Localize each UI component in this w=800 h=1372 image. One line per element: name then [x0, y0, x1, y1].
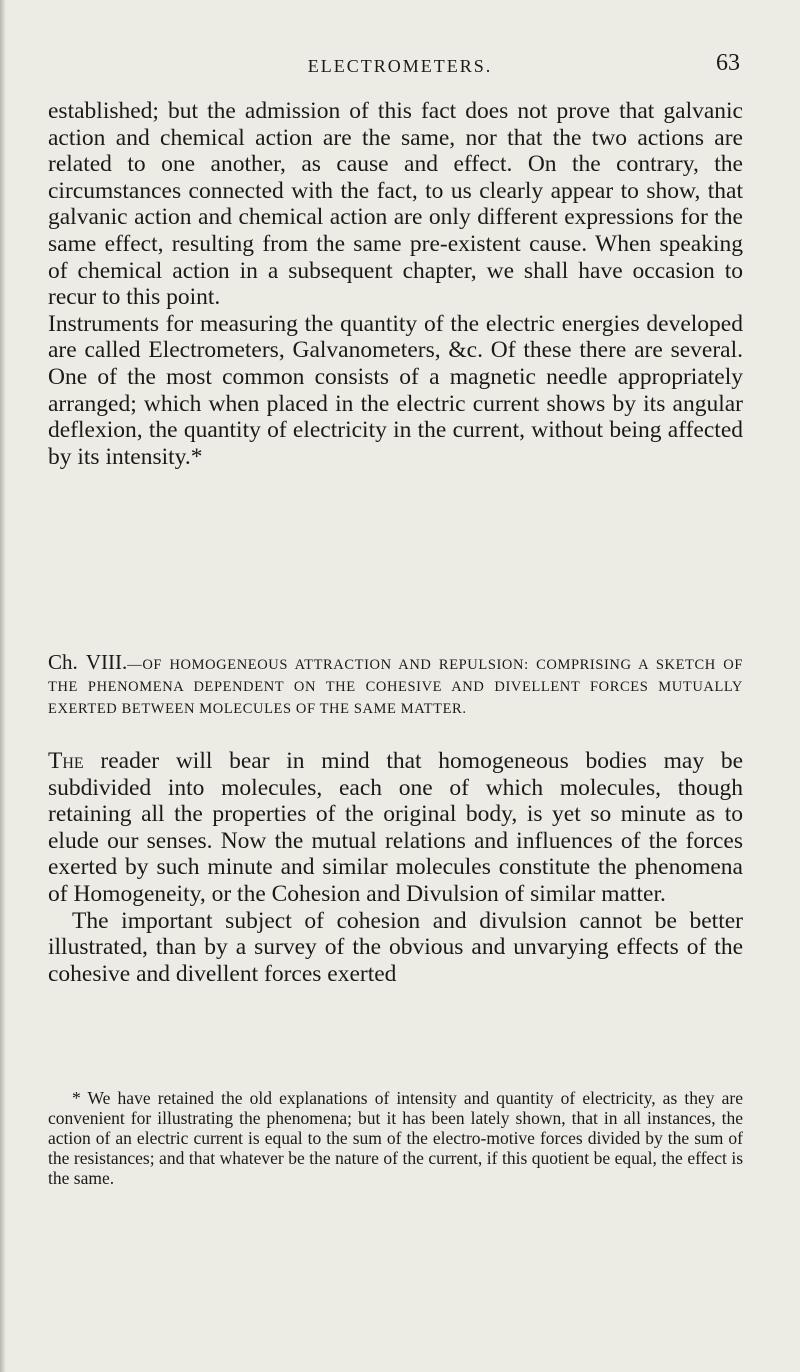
running-title: ELECTROMETERS.: [307, 56, 493, 76]
paragraph-instruments: Instruments for measuring the quantity of the electric energies developed are called Electrometers, Galvanometers, &c. Of these there are several. One of the most common consists of a magnetic needle appropriately arranged; which when placed in the electric current shows by its angular deflexion, the quantity of electricity in the current, without being affected by its intensity.*: [48, 310, 743, 470]
chapter-label: Ch. VIII.: [48, 650, 128, 674]
footnote: [48, 1088, 743, 1188]
page-number: 63: [716, 50, 740, 76]
footnote-text: * We have retained the old explanations of intensity and quantity of electricity, as they are convenient for illustrating the phenomena; but it has been lately shown, that in all instances, the action of an electric current is equal to the sum of the electro-motive forces divided by the sum of the resistances; and that whatever be the nature of the current, if this quotient be equal, the effect is the same.: [48, 1088, 743, 1188]
body-text-top: [48, 98, 743, 470]
paragraph-galvanic-action: established; but the admission of this fact does not prove that galvanic action and chemical action are the same, nor that the two actions are related to one another, as cause and effect. On the contrary, the circumstances connected with the fact, to us clearly appear to show, that galvanic action and chemical action are only different expressions for the same effect, resulting from the same pre-existent cause. When speaking of chemical action in a subsequent chapter, we shall have occasion to recur to this point.: [48, 98, 743, 311]
paragraph-cohesion: The important subject of cohesion and divulsion cannot be better illustrated, than by a survey of the obvious and unvarying effects of the cohesive and divellent forces exerted: [48, 907, 743, 987]
chapter-title: —OF HOMOGENEOUS ATTRACTION AND REPULSION: COMPRISING A SKETCH OF THE PHENOMENA DEPENDENT ON THE COHESIVE AND DIVELLENT FORCES MUTUALLY EXERTED BETWEEN MOLECULES OF THE SAME MATTER.: [48, 657, 743, 717]
lead-word: The: [48, 748, 84, 774]
chapter-heading: [48, 651, 743, 720]
paragraph-homogeneous-bodies: [48, 748, 743, 908]
page-edge-shadow: [0, 0, 6, 1372]
chapter-body-text: [48, 748, 743, 987]
paragraph-homogeneous-rest: reader will bear in mind that homogeneous bodies may be subdivided into molecules, each one of which molecules, though retaining all the properties of the original body, is yet so minute as to elude our senses. Now the mutual relations and influences of the forces exerted by such minute and similar molecules constitute the phenomena of Homogeneity, or the Cohesion and Divulsion of similar matter.: [48, 748, 743, 907]
